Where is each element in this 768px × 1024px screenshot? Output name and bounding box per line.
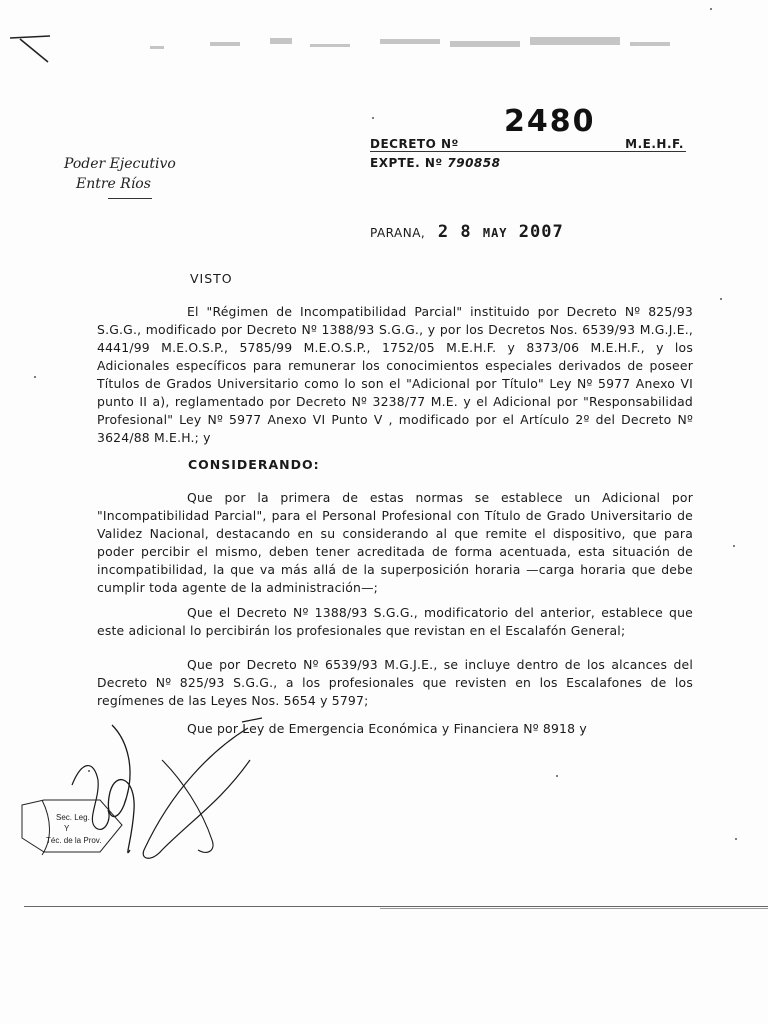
- letterhead-line2: Entre Ríos: [76, 176, 151, 192]
- corner-stroke: [6, 30, 56, 70]
- paragraph-text: Que por la primera de estas normas se establece un Adicional por "Incompatibilidad Parcial", para el Personal Profesional con Título de Grado Universitario de Validez Nacional, destacando en su considerando al que remite el dispositivo, que para poder percibir el mismo, deben tener acreditada de forma acentuada, esta situación de incompatibilidad, la que va más allá de la superposición horaria —carga horaria que debe cumplir toda agente de la administración—;: [97, 490, 693, 595]
- scan-speck: [88, 770, 90, 772]
- scan-speck: [710, 8, 712, 10]
- heading-considerando: CONSIDERANDO:: [188, 457, 320, 472]
- date-line: [370, 222, 564, 242]
- seal-line3: Téc. de la Prov.: [46, 836, 102, 845]
- paragraph-visto: [97, 303, 693, 447]
- seal-line2: Y: [64, 824, 70, 833]
- date-month: MAY: [482, 226, 508, 240]
- scan-speck: [735, 838, 737, 840]
- signature-and-seal: [12, 700, 272, 880]
- decree-number: 2480: [504, 104, 596, 139]
- scan-speck: [372, 117, 374, 119]
- decree-line: [370, 137, 686, 152]
- paragraph-text: Que por Decreto Nº 6539/93 M.G.J.E., se incluye dentro de los alcances del Decreto Nº 825/93 S.G.G., a los profesionales que revisten en los Escalafones de los regímenes de las Leyes Nos. 5654 y 5797;: [97, 657, 693, 708]
- decree-suffix: M.E.H.F.: [625, 137, 684, 151]
- scan-noise: [150, 32, 710, 58]
- letterhead-line1: Poder Ejecutivo: [64, 156, 176, 172]
- paragraph-considerando-1: [97, 489, 693, 597]
- bottom-rule: [24, 906, 768, 907]
- date-day: 2 8: [437, 222, 472, 242]
- paragraph-text: Que por Ley de Emergencia Económica y Financiera Nº 8918 y: [187, 721, 587, 736]
- scan-speck: [34, 376, 36, 378]
- expte-number: 790858: [447, 156, 501, 170]
- heading-visto: VISTO: [190, 271, 233, 286]
- paragraph-text: El "Régimen de Incompatibilidad Parcial" instituido por Decreto Nº 825/93 S.G.G., modificado por Decreto Nº 1388/93 S.G.G., y por los Decretos Nos. 6539/93 M.G.J.E., 4441/99 M.E.O.S.P., 5785/99 M.E.O.S.P., 1752/05 M.E.H.F. y 8373/06 M.E.H.F., y los Adicionales específicos para remunerar los conocimientos especiales derivados de poseer Títulos de Grados Universitario como lo son el "Adicional por Título" Ley Nº 5977 Anexo VI punto II a), reglamentado por Decreto Nº 3238/77 M.E. y el Adicional por "Responsabilidad Profesional" Ley Nº 5977 Anexo VI Punto V , modificado por el Artículo 2º del Decreto Nº 3624/88 M.E.H.; y: [97, 304, 693, 445]
- scan-speck: [720, 298, 722, 300]
- paragraph-text: Que el Decreto Nº 1388/93 S.G.G., modificatorio del anterior, establece que este adicional lo percibirán los profesionales que revistan en el Escalafón General;: [97, 605, 693, 638]
- paragraph-considerando-2: [97, 604, 693, 640]
- date-city: PARANA,: [370, 226, 426, 240]
- bottom-rule-secondary: [380, 908, 768, 909]
- seal-line1: Sec. Leg.: [56, 813, 90, 822]
- letterhead-rule: [108, 198, 152, 199]
- scan-speck: [556, 775, 558, 777]
- decree-label: DECRETO Nº: [370, 137, 459, 151]
- expte-label: EXPTE. Nº: [370, 156, 443, 170]
- letterhead: [64, 154, 214, 199]
- scan-speck: [733, 545, 735, 547]
- date-stamp: [438, 222, 564, 242]
- expediente: [370, 156, 500, 170]
- date-year: 2007: [518, 222, 564, 242]
